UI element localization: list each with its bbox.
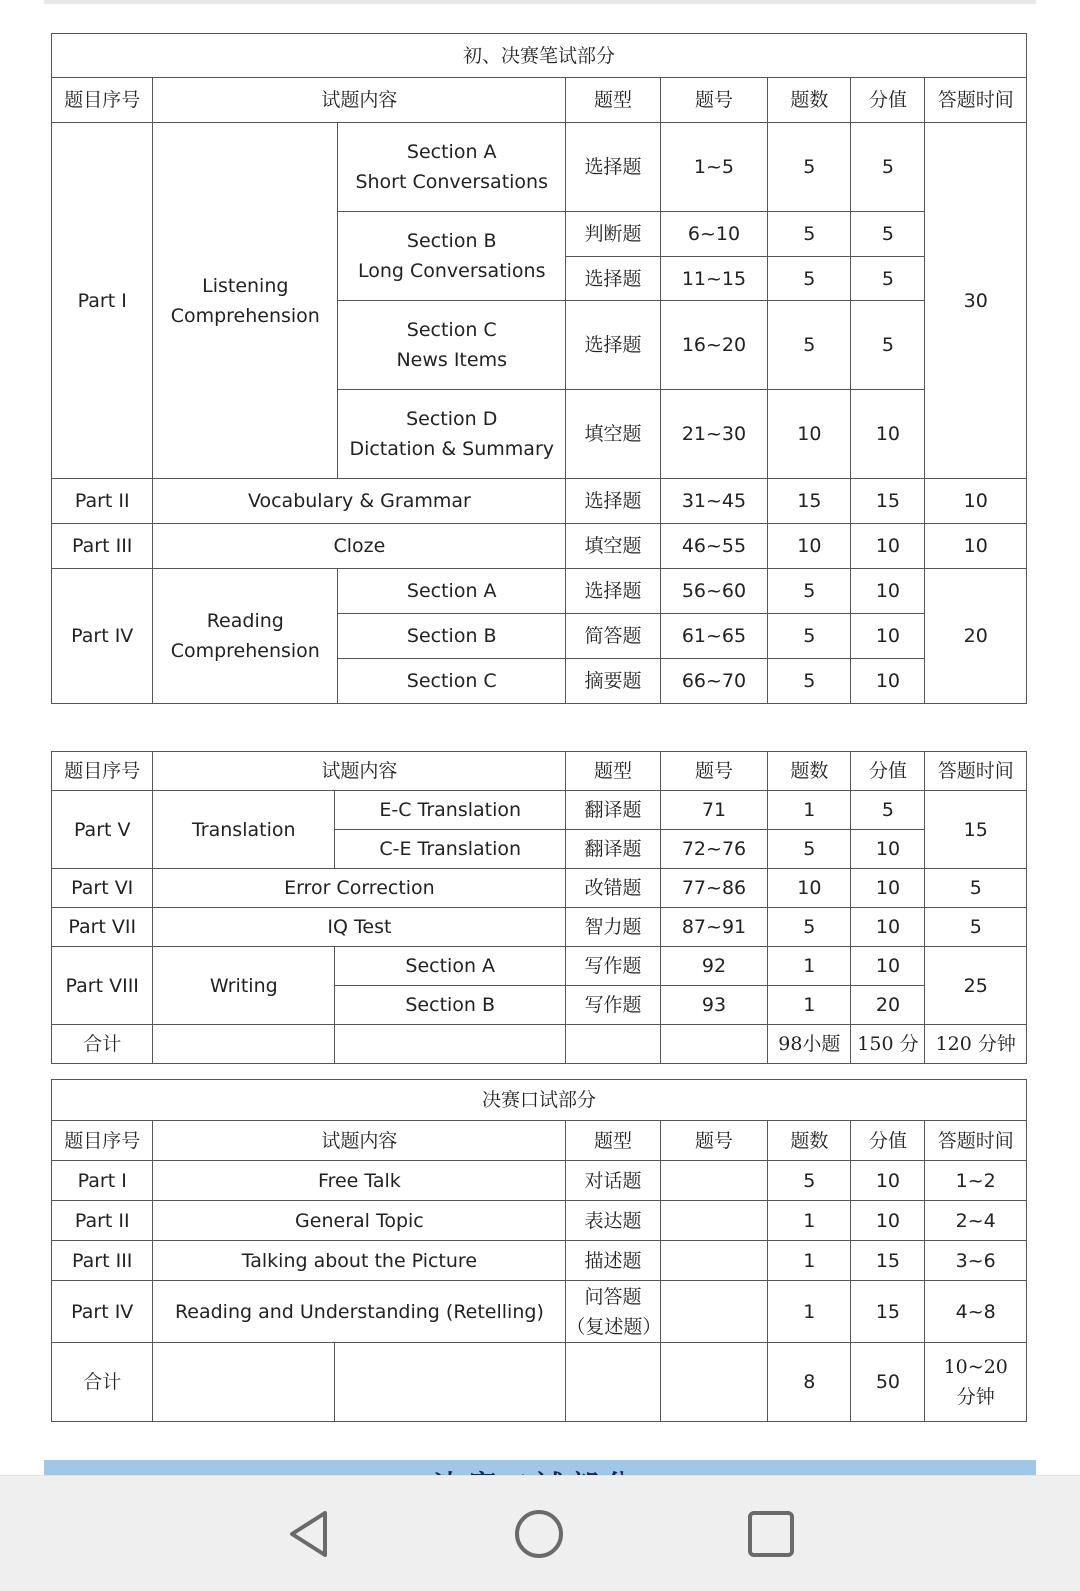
question-numbers: 16~20 [660,301,768,390]
question-type: 改错题 [566,869,660,908]
question-type: 翻译题 [566,830,660,869]
empty-cell [153,1343,335,1422]
question-count: 5 [768,830,851,869]
question-count: 1 [768,1241,851,1281]
question-numbers [660,1281,768,1343]
empty-cell [660,1343,768,1422]
header-cell: 题号 [660,1121,768,1161]
table-row [52,479,1027,524]
part-content: Error Correction [153,869,566,908]
question-type: 选择题 [566,479,660,524]
header-cell: 试题内容 [153,78,566,123]
question-type: 填空题 [566,390,660,479]
total-count: 98小题 [768,1025,851,1064]
score: 10 [851,908,925,947]
score: 5 [851,791,925,830]
answer-time: 15 [925,791,1027,869]
part-label: Part II [52,1201,153,1241]
question-count: 5 [768,123,851,212]
question-type: 判断题 [566,212,660,257]
empty-cell [660,1025,768,1064]
home-circle-icon[interactable] [511,1506,567,1562]
recent-square-icon[interactable] [743,1506,799,1562]
part-content: Vocabulary & Grammar [153,479,566,524]
table-caption: 决赛口试部分 [52,1080,1027,1121]
question-numbers: 71 [660,791,768,830]
part-content: Reading and Understanding (Retelling) [153,1281,566,1343]
question-count: 5 [768,1161,851,1201]
empty-cell [153,1025,335,1064]
header-cell: 题数 [768,78,851,123]
answer-time: 4~8 [925,1281,1027,1343]
question-numbers: 1~5 [660,123,768,212]
part-label: Part IV [52,1281,153,1343]
header-cell: 题型 [566,78,660,123]
score: 10 [851,524,925,569]
section-title: Section C [338,659,566,704]
question-numbers: 6~10 [660,212,768,257]
table-row [52,947,1027,986]
back-triangle-icon[interactable] [283,1506,339,1562]
question-count: 10 [768,524,851,569]
table-row [52,1161,1027,1201]
question-count: 5 [768,614,851,659]
written-exam-table-part1 [51,33,1027,704]
part-label: Part II [52,479,153,524]
question-numbers: 61~65 [660,614,768,659]
question-type: 写作题 [566,947,660,986]
question-count: 1 [768,791,851,830]
part-label: Part VII [52,908,153,947]
header-cell: 题目序号 [52,78,153,123]
question-numbers [660,1241,768,1281]
question-numbers [660,1201,768,1241]
total-row [52,1025,1027,1064]
table-row [52,524,1027,569]
table-row [52,1201,1027,1241]
table-row [52,1281,1027,1343]
score: 10 [851,947,925,986]
answer-time: 10 [925,524,1027,569]
question-type: 选择题 [566,301,660,390]
header-cell: 题号 [660,78,768,123]
question-count: 5 [768,908,851,947]
question-type: 问答题 （复述题） [566,1281,660,1343]
empty-cell [335,1025,566,1064]
question-numbers [660,1161,768,1201]
question-count: 5 [768,569,851,614]
question-count: 5 [768,257,851,301]
score: 10 [851,569,925,614]
section-title: Section A Short Conversations [338,123,566,212]
answer-time: 5 [925,869,1027,908]
header-cell: 试题内容 [153,752,566,791]
score: 10 [851,830,925,869]
question-type: 选择题 [566,569,660,614]
question-type: 表达题 [566,1201,660,1241]
question-type: 选择题 [566,257,660,301]
answer-time: 5 [925,908,1027,947]
score: 10 [851,659,925,704]
part-content: Cloze [153,524,566,569]
question-numbers: 56~60 [660,569,768,614]
part-content: General Topic [153,1201,566,1241]
answer-time: 30 [925,123,1027,479]
section-title: C-E Translation [335,830,566,869]
question-count: 1 [768,1281,851,1343]
question-type: 对话题 [566,1161,660,1201]
total-label: 合计 [52,1025,153,1064]
total-score: 50 [851,1343,925,1422]
question-count: 5 [768,659,851,704]
total-score: 150 分 [851,1025,925,1064]
table-row [52,791,1027,830]
oral-exam-table [51,1079,1027,1422]
total-row [52,1343,1027,1422]
score: 10 [851,1201,925,1241]
score: 5 [851,212,925,257]
answer-time: 10 [925,479,1027,524]
question-count: 5 [768,301,851,390]
header-cell: 答题时间 [925,78,1027,123]
part-content: Talking about the Picture [153,1241,566,1281]
score: 15 [851,479,925,524]
question-count: 1 [768,1201,851,1241]
header-cell: 题数 [768,752,851,791]
question-numbers: 87~91 [660,908,768,947]
section-title: Section D Dictation & Summary [338,390,566,479]
android-navigation-bar [0,1475,1080,1591]
question-count: 15 [768,479,851,524]
question-numbers: 31~45 [660,479,768,524]
score: 15 [851,1241,925,1281]
table-caption: 初、决赛笔试部分 [52,34,1027,78]
table-row [52,869,1027,908]
header-cell: 分值 [851,1121,925,1161]
answer-time: 25 [925,947,1027,1025]
part-label: Part I [52,1161,153,1201]
section-title: E-C Translation [335,791,566,830]
score: 10 [851,614,925,659]
header-row [52,752,1027,791]
question-numbers: 77~86 [660,869,768,908]
score: 10 [851,390,925,479]
part-content: Free Talk [153,1161,566,1201]
answer-time: 3~6 [925,1241,1027,1281]
question-numbers: 92 [660,947,768,986]
header-cell: 分值 [851,752,925,791]
header-cell: 试题内容 [153,1121,566,1161]
question-count: 10 [768,869,851,908]
part-content: Listening Comprehension [153,123,338,479]
header-cell: 题号 [660,752,768,791]
answer-time: 20 [925,569,1027,704]
empty-cell [566,1025,660,1064]
section-title: Section A [338,569,566,614]
question-numbers: 21~30 [660,390,768,479]
answer-time: 2~4 [925,1201,1027,1241]
part-label: Part V [52,791,153,869]
question-type: 摘要题 [566,659,660,704]
empty-cell [566,1343,660,1422]
question-type: 选择题 [566,123,660,212]
empty-cell [335,1343,566,1422]
question-numbers: 66~70 [660,659,768,704]
section-title: Section C News Items [338,301,566,390]
question-type: 描述题 [566,1241,660,1281]
table-row [52,123,1027,212]
table-row [52,569,1027,614]
question-type: 简答题 [566,614,660,659]
score: 15 [851,1281,925,1343]
part-content: Reading Comprehension [153,569,338,704]
question-numbers: 11~15 [660,257,768,301]
written-exam-table-part2 [51,751,1027,1064]
part-label: Part I [52,123,153,479]
score: 5 [851,301,925,390]
header-cell: 题目序号 [52,752,153,791]
header-row [52,78,1027,123]
question-type: 翻译题 [566,791,660,830]
header-cell: 答题时间 [925,752,1027,791]
part-label: Part III [52,1241,153,1281]
part-content: IQ Test [153,908,566,947]
score: 10 [851,869,925,908]
header-cell: 题数 [768,1121,851,1161]
question-numbers: 46~55 [660,524,768,569]
score: 5 [851,257,925,301]
total-time: 10~20 分钟 [925,1343,1027,1422]
question-count: 1 [768,947,851,986]
section-title: Section B [335,986,566,1025]
header-cell: 题目序号 [52,1121,153,1161]
header-row [52,1121,1027,1161]
total-label: 合计 [52,1343,153,1422]
header-cell: 分值 [851,78,925,123]
score: 20 [851,986,925,1025]
total-count: 8 [768,1343,851,1422]
question-numbers: 93 [660,986,768,1025]
total-time: 120 分钟 [925,1025,1027,1064]
question-count: 5 [768,212,851,257]
section-title: Section B [338,614,566,659]
part-content: Writing [153,947,335,1025]
score: 5 [851,123,925,212]
part-label: Part VIII [52,947,153,1025]
question-count: 1 [768,986,851,1025]
part-label: Part IV [52,569,153,704]
question-type: 填空题 [566,524,660,569]
table-row [52,908,1027,947]
header-cell: 题型 [566,752,660,791]
question-count: 10 [768,390,851,479]
question-type: 智力题 [566,908,660,947]
header-cell: 答题时间 [925,1121,1027,1161]
header-cell: 题型 [566,1121,660,1161]
part-label: Part III [52,524,153,569]
part-content: Translation [153,791,335,869]
section-title: Section A [335,947,566,986]
question-type: 写作题 [566,986,660,1025]
section-title: Section B Long Conversations [338,212,566,301]
previous-table-edge [44,0,1036,4]
question-numbers: 72~76 [660,830,768,869]
score: 10 [851,1161,925,1201]
table-row [52,1241,1027,1281]
answer-time: 1~2 [925,1161,1027,1201]
part-label: Part VI [52,869,153,908]
